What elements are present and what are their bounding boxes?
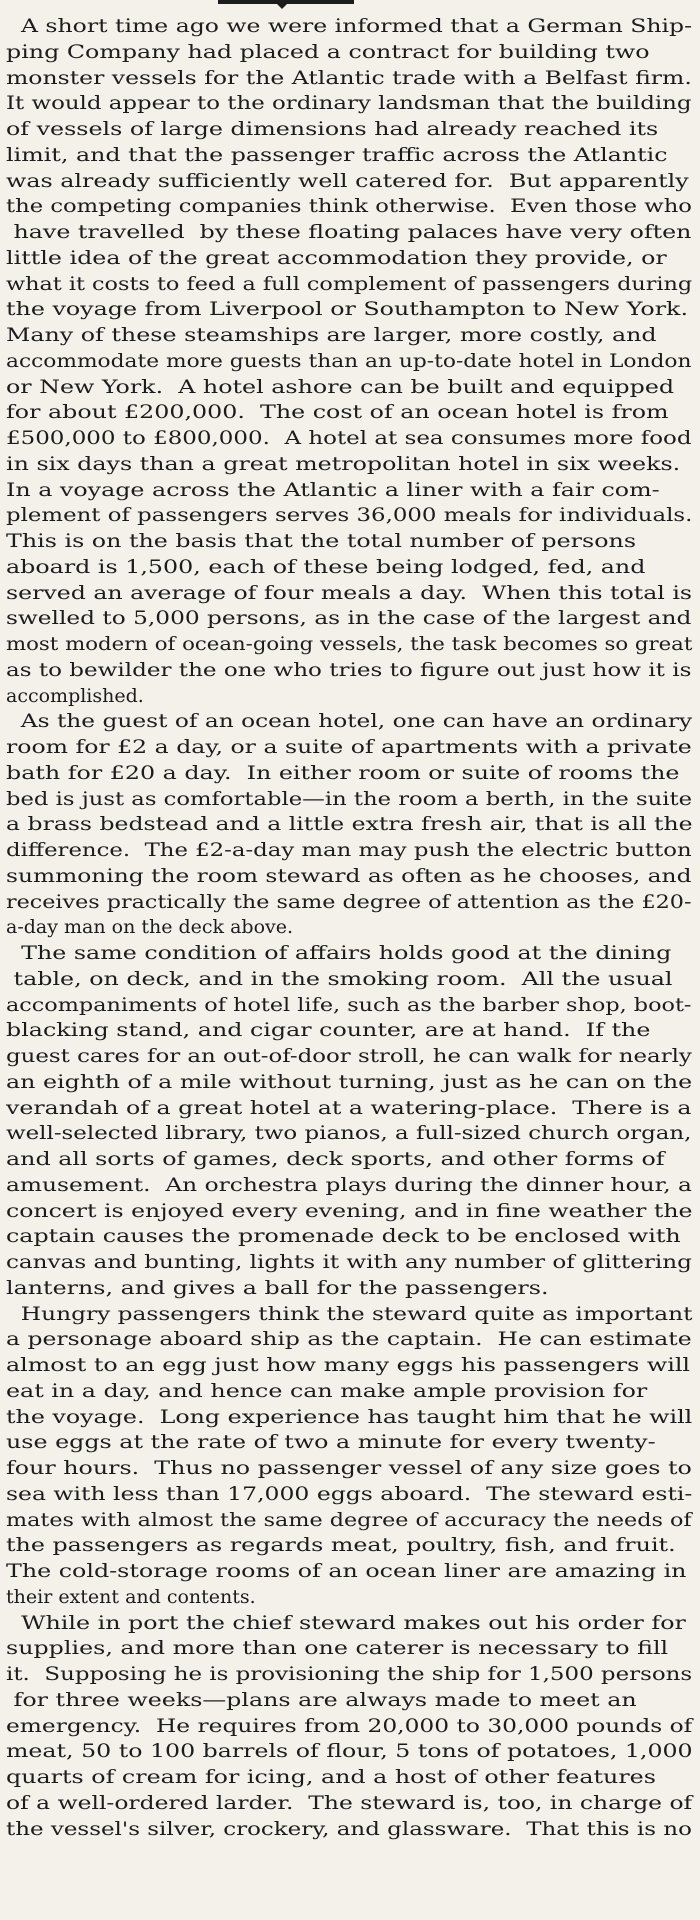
text-line: most modern of ocean-going vessels, the task becomes so great: [6, 633, 693, 655]
text-line: well-selected library, two pianos, a full-sized church organ,: [6, 1122, 692, 1145]
text-line: it. Supposing he is provisioning the ship for 1,500 persons: [6, 1663, 693, 1685]
text-line: A short time ago we were informed that a German Ship-: [6, 15, 693, 37]
text-line: was already sufficiently well catered for. But apparently: [6, 169, 689, 192]
text-line: summoning the room steward as often as he chooses, and: [6, 864, 692, 887]
text-line: a-day man on the deck above.: [6, 916, 294, 939]
text-line: ping Company had placed a contract for building two: [6, 40, 650, 63]
text-line: and all sorts of games, deck sports, and other forms of: [6, 1148, 665, 1170]
text-line: accompaniments of hotel life, such as the barber shop, boot-: [6, 993, 692, 1016]
text-line: have travelled by these floating palaces have very often: [6, 221, 692, 243]
text-line: blacking stand, and cigar counter, are at hand. If the: [6, 1019, 651, 1042]
text-line: accomplished.: [6, 684, 144, 707]
text-line: what it costs to feed a full complement of passengers during: [6, 272, 693, 295]
text-line: an eighth of a mile without turning, just as he can on the: [6, 1070, 693, 1093]
text-line: for three weeks—plans are always made to meet an: [6, 1688, 637, 1711]
text-line: bed is just as comfortable—in the room a berth, in the suite: [6, 787, 693, 810]
text-line: as to bewilder the one who tries to figure out just how it is: [6, 658, 692, 681]
text-line: a personage aboard ship as the captain. He can estimate: [6, 1328, 692, 1351]
text-line: limit, and that the passenger traffic across the Atlantic: [6, 143, 668, 166]
text-line: four hours. Thus no passenger vessel of any size goes to: [6, 1457, 692, 1479]
text-line: table, on deck, and in the smoking room. All the usual: [6, 967, 673, 990]
text-line: Hungry passengers think the steward quite as important: [6, 1302, 693, 1325]
text-line: meat, 50 to 100 barrels of flour, 5 tons of potatoes, 1,000: [6, 1740, 693, 1763]
text-line: bath for £20 a day. In either room or suite of rooms the: [6, 761, 680, 784]
text-line: verandah of a great hotel at a watering-place. There is a: [6, 1096, 692, 1119]
text-line: the voyage from Liverpool or Southampton to New York.: [6, 298, 688, 321]
header-rule-ornament: [276, 3, 288, 9]
text-line: sea with less than 17,000 eggs aboard. The steward esti-: [6, 1482, 693, 1505]
text-line: While in port the chief steward makes out his order for: [6, 1611, 686, 1634]
text-line: concert is enjoyed every evening, and in fine weather the: [6, 1199, 693, 1222]
text-line: in six days than a great metropolitan hotel in six weeks.: [6, 452, 681, 475]
text-line: quarts of cream for icing, and a host of other features: [6, 1766, 656, 1788]
text-line: It would appear to the ordinary landsman that the building: [6, 92, 692, 115]
text-line: receives practically the same degree of attention as the £20-: [6, 890, 692, 913]
text-line: The same condition of affairs holds good at the dining: [6, 942, 672, 964]
text-line: As the guest of an ocean hotel, one can have an ordinary: [6, 710, 693, 733]
text-line: This is on the basis that the total number of persons: [6, 530, 637, 552]
text-line: or New York. A hotel ashore can be built and equipped: [6, 375, 675, 398]
text-line: their extent and contents.: [6, 1585, 256, 1608]
text-line: a brass bedstead and a little extra fresh air, that is all the: [6, 813, 693, 836]
text-line: swelled to 5,000 persons, as in the case of the largest and: [6, 607, 692, 630]
text-line: emergency. He requires from 20,000 to 30,000 pounds of: [6, 1714, 693, 1737]
text-line: served an average of four meals a day. When this total is: [6, 581, 693, 604]
text-line: of a well-ordered larder. The steward is, too, in charge of: [6, 1791, 693, 1814]
text-line: almost to an egg just how many eggs his passengers will: [6, 1354, 691, 1376]
text-line: for about £200,000. The cost of an ocean hotel is from: [6, 401, 669, 424]
text-line: captain causes the promenade deck to be enclosed with: [6, 1225, 681, 1248]
text-line: the competing companies think otherwise. Even those who: [6, 195, 692, 218]
text-line: room for £2 a day, or a suite of apartments with a private: [6, 736, 692, 758]
text-line: canvas and bunting, lights it with any number of glittering: [6, 1251, 692, 1273]
text-line: Many of these steamships are larger, more costly, and: [6, 324, 657, 346]
text-line: eat in a day, and hence can make ample provision for: [6, 1379, 648, 1402]
text-line: accommodate more guests than an up-to-date hotel in London: [6, 349, 692, 372]
text-line: In a voyage across the Atlantic a liner with a fair com-: [6, 478, 660, 501]
text-line: lanterns, and gives a ball for the passengers.: [6, 1276, 549, 1299]
text-line: aboard is 1,500, each of these being lodged, fed, and: [6, 555, 646, 578]
text-line: the passengers as regards meat, poultry, fish, and fruit.: [6, 1534, 676, 1557]
text-line: little idea of the great accommodation they provide, or: [6, 246, 667, 269]
text-line: mates with almost the same degree of accuracy the needs of: [6, 1508, 692, 1531]
text-line: the vessel's silver, crockery, and glassware. That this is no: [6, 1817, 692, 1840]
text-line: of vessels of large dimensions had already reached its: [6, 118, 659, 140]
text-line: plement of passengers serves 36,000 meals for individuals.: [6, 504, 693, 527]
text-line: supplies, and more than one caterer is necessary to fill: [6, 1637, 669, 1660]
text-line: The cold-storage rooms of an ocean liner are amazing in: [6, 1560, 687, 1582]
text-line: guest cares for an out-of-door stroll, he can walk for nearly: [6, 1045, 692, 1067]
text-line: monster vessels for the Atlantic trade with a Belfast firm.: [6, 66, 692, 89]
text-line: £500,000 to £800,000. A hotel at sea consumes more food: [6, 427, 692, 449]
text-line: the voyage. Long experience has taught him that he will: [6, 1405, 693, 1428]
text-line: use eggs at the rate of two a minute for every twenty-: [6, 1431, 656, 1454]
text-line: difference. The £2-a-day man may push the electric button: [6, 839, 692, 861]
text-line: amusement. An orchestra plays during the dinner hour, a: [6, 1173, 692, 1196]
